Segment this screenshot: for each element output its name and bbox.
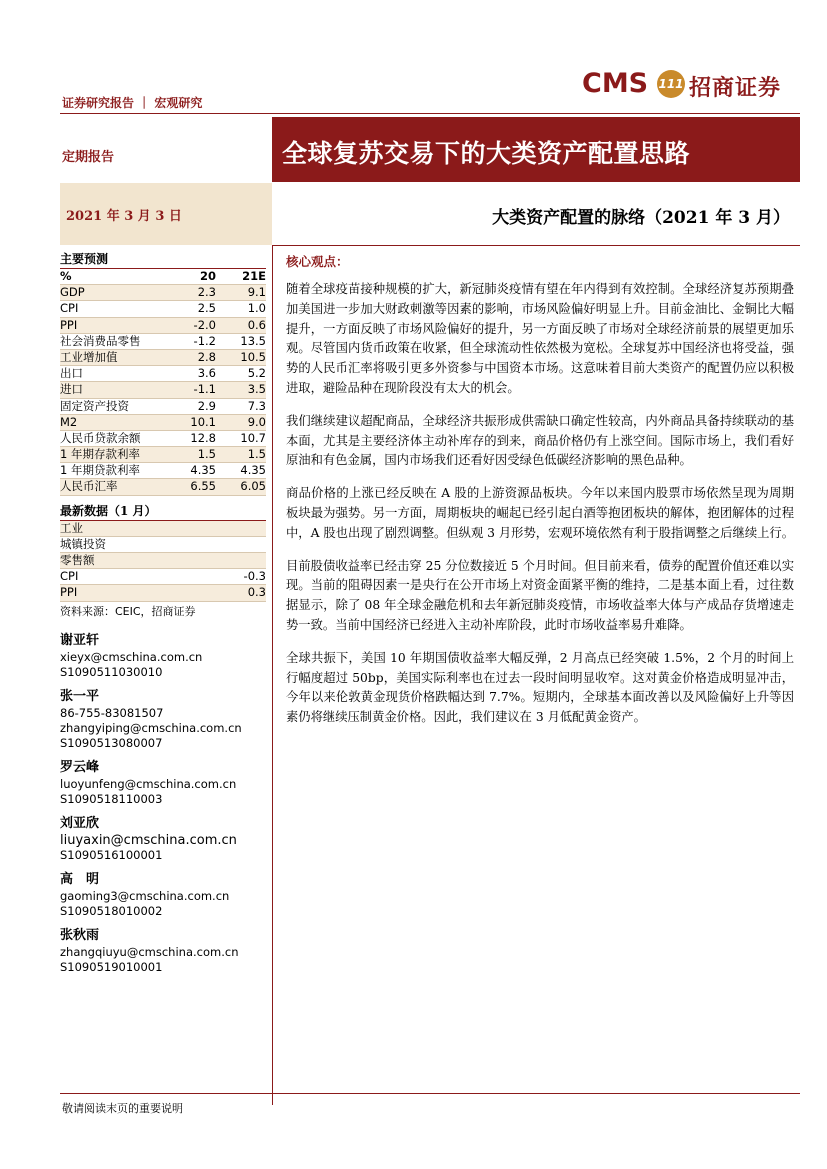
analyst-card — [60, 688, 266, 751]
logo-cn-text: 招商证券 — [689, 75, 782, 101]
latest-row — [60, 521, 266, 537]
forecast-label: 社会消费品零售 — [60, 333, 141, 348]
forecast-value: 12.8 — [190, 430, 216, 445]
forecast-header-row — [60, 269, 266, 285]
analyst-card — [60, 927, 266, 975]
analyst-email[interactable]: zhangyiping@cmschina.com.cn — [60, 720, 242, 735]
forecast-col-21e: 21E — [242, 269, 266, 283]
date-panel — [60, 183, 272, 245]
forecast-col-label: % — [60, 269, 72, 283]
forecast-row — [60, 382, 266, 398]
footer-divider — [60, 1093, 800, 1094]
forecast-value: 10.7 — [240, 430, 266, 445]
report-subtitle: 大类资产配置的脉络（2021 年 3 月） — [492, 208, 790, 228]
forecast-value: 4.35 — [190, 463, 216, 478]
forecast-value: 10.5 — [240, 349, 266, 364]
forecast-row — [60, 415, 266, 431]
forecast-row — [60, 479, 266, 495]
forecast-value: 2.3 — [197, 285, 216, 300]
forecast-row — [60, 334, 266, 350]
main-content — [286, 252, 794, 741]
forecast-row — [60, 350, 266, 366]
logo-cms-text: CMS — [582, 68, 649, 99]
forecast-label: 进口 — [60, 382, 83, 397]
body-paragraph: 商品价格的上涨已经反映在 A 股的上游资源品板块。今年以来国内股票市场依然呈现为周期板块最为强势。另一方面，周期板块的崛起已经引起白酒等抱团板块的解体，抱团解体的过程中，A 股也出现了剧烈调整。但纵观 3 月形势，宏观环境依然有利于股指调整之后继续上行。 — [286, 486, 795, 540]
forecast-value: 6.05 — [240, 479, 266, 494]
forecast-row — [60, 399, 266, 415]
analyst-name: 刘亚欣 — [60, 815, 100, 831]
latest-row — [60, 585, 266, 601]
forecast-row — [60, 301, 266, 317]
forecast-col-20: 20 — [199, 269, 216, 283]
latest-label: 城镇投资 — [60, 536, 106, 551]
analyst-name: 谢亚轩 — [60, 632, 100, 648]
forecast-value: 1.5 — [197, 447, 216, 462]
forecast-value: 13.5 — [240, 333, 266, 348]
company-logo — [582, 68, 792, 102]
latest-table — [60, 521, 266, 602]
header-divider — [60, 113, 800, 114]
forecast-value: 3.5 — [247, 382, 266, 397]
analyst-email[interactable]: luoyunfeng@cmschina.com.cn — [60, 776, 237, 791]
latest-value — [216, 537, 266, 552]
latest-value: 0.3 — [247, 585, 266, 600]
logo-badge-icon: 111 — [657, 70, 685, 98]
analyst-card — [60, 815, 266, 863]
latest-value — [216, 553, 266, 568]
analyst-license: S1090518110003 — [60, 791, 163, 806]
latest-value: -0.3 — [243, 569, 266, 584]
forecast-label: 人民币贷款余额 — [60, 430, 141, 445]
analyst-license: S1090511030010 — [60, 664, 163, 679]
forecast-value: 0.6 — [247, 317, 266, 332]
report-type: 定期报告 — [62, 150, 115, 165]
forecast-row — [60, 463, 266, 479]
latest-title: 最新数据（1 月） — [60, 502, 266, 521]
forecast-label: 1 年期贷款利率 — [60, 463, 140, 478]
latest-value — [216, 521, 266, 536]
forecast-row — [60, 431, 266, 447]
latest-label: 零售额 — [60, 553, 95, 567]
sidebar — [60, 250, 266, 983]
core-view-body — [286, 280, 794, 728]
analyst-card — [60, 871, 266, 919]
analyst-card — [60, 759, 266, 807]
forecast-value: 1.0 — [247, 301, 266, 316]
analyst-name: 罗云峰 — [60, 759, 100, 775]
footer-note: 敬请阅读末页的重要说明 — [62, 1102, 183, 1115]
analyst-email[interactable]: zhangqiuyu@cmschina.com.cn — [60, 944, 239, 959]
forecast-value: 7.3 — [247, 398, 266, 413]
forecast-value: -2.0 — [193, 317, 216, 332]
forecast-label: CPI — [60, 301, 79, 316]
latest-row — [60, 537, 266, 553]
forecast-label: 工业增加值 — [60, 349, 118, 364]
report-title: 全球复苏交易下的大类资产配置思路 — [282, 139, 691, 168]
forecast-label: 人民币汇率 — [60, 479, 118, 494]
forecast-value: 2.8 — [197, 349, 216, 364]
forecast-value: 1.5 — [247, 447, 266, 462]
forecast-label: 出口 — [60, 366, 83, 381]
latest-label: CPI — [60, 569, 79, 584]
subtitle-divider — [272, 245, 800, 246]
forecast-label: 固定资产投资 — [60, 398, 129, 413]
forecast-row — [60, 366, 266, 382]
analyst-name: 张秋雨 — [60, 927, 100, 943]
forecast-title: 主要预测 — [60, 250, 266, 269]
forecast-value: 10.1 — [190, 414, 216, 429]
analyst-license: S1090516100001 — [60, 847, 163, 862]
body-paragraph: 随着全球疫苗接种规模的扩大，新冠肺炎疫情有望在年内得到有效控制。全球经济复苏预期叠加美国进一步加大财政刺激等因素的影响，市场风险偏好明显上升。目前金油比、金铜比大幅提升，一方面反映了市场风险偏好的提升，另一方面反映了市场对全球经济前景的展望更加乐观。尽管国内货币政策在收紧，但全球流动性依然极为宽松。全球复苏中国经济也将受益，强势的人民币汇率将吸引更多外资参与中国资本市场。这意味着目前大类资产的配置仍应以积极进取，避险品种在现阶段没有太大的机会。 — [286, 282, 794, 395]
data-source: 资料来源：CEIC，招商证券 — [60, 604, 196, 618]
breadcrumb: 证券研究报告 ｜ 宏观研究 — [62, 96, 203, 110]
body-paragraph: 目前股债收益率已经击穿 25 分位数接近 5 个月时间。但目前来看，债券的配置价值还难以实现。当前的阻碍因素一是央行在公开市场上对资金面紧平衡的维持，二是基本面上看，过往数据显示，除了 08 年全球金融危机和去年新冠肺炎疫情，市场收益率大体与产成品存货增速走势一致。当前中国经济已经进入主动补库阶段，此时市场收益率易升难降。 — [286, 558, 794, 632]
forecast-label: PPI — [60, 317, 78, 332]
body-paragraph: 我们继续建议超配商品，全球经济共振形成供需缺口确定性较高，内外商品具备持续联动的基本面，尤其是主要经济体主动补库存的到来，商品价格仍有上涨空间。国际市场上，我们看好原油和有色金属，国内市场我们还看好因受绿色低碳经济影响的黑色品种。 — [286, 413, 794, 468]
latest-label: PPI — [60, 585, 78, 600]
core-view-label: 核心观点： — [286, 254, 349, 269]
analyst-license: S1090518010002 — [60, 903, 163, 918]
forecast-label: M2 — [60, 414, 78, 429]
column-divider — [272, 245, 273, 1105]
latest-row — [60, 553, 266, 569]
analyst-phone: 86-755-83081507 — [60, 705, 164, 720]
title-bar — [272, 117, 800, 182]
forecast-value: 3.6 — [197, 366, 216, 381]
forecast-label: 1 年期存款利率 — [60, 447, 140, 462]
body-paragraph: 全球共振下，美国 10 年期国债收益率大幅反弹，2 月高点已经突破 1.5%，2 个月的时间上行幅度超过 50bp，美国实际利率也在过去一段时间明显收窄。这对黄金价格造成明显冲击，今年以来伦敦黄金现货价格跌幅达到 7.7%。短期内，全球基本面改善以及风险偏好上升等因素仍将继续压制黄金价格。因此，我们建议在 3 月低配黄金资产。 — [286, 650, 794, 725]
analyst-name: 张一平 — [60, 688, 100, 704]
forecast-row — [60, 447, 266, 463]
forecast-value: 2.5 — [197, 301, 216, 316]
forecast-value: 9.0 — [247, 414, 266, 429]
forecast-row — [60, 285, 266, 301]
analyst-license: S1090519010001 — [60, 959, 163, 974]
latest-row — [60, 569, 266, 585]
forecast-value: 4.35 — [240, 463, 266, 478]
latest-label: 工业 — [60, 520, 83, 535]
analyst-email[interactable]: liuyaxin@cmschina.com.cn — [60, 832, 237, 848]
analyst-email[interactable]: gaoming3@cmschina.com.cn — [60, 888, 230, 903]
analyst-name: 高 明 — [60, 871, 100, 887]
forecast-value: -1.2 — [193, 333, 216, 348]
report-date: 2021 年 3 月 3 日 — [66, 209, 182, 224]
forecast-label: GDP — [60, 285, 85, 300]
forecast-value: -1.1 — [193, 382, 216, 397]
forecast-table — [60, 269, 266, 496]
forecast-value: 6.55 — [190, 479, 216, 494]
forecast-row — [60, 318, 266, 334]
analyst-email[interactable]: xieyx@cmschina.com.cn — [60, 649, 203, 664]
analyst-license: S1090513080007 — [60, 735, 163, 750]
analyst-list — [60, 632, 266, 975]
forecast-value: 9.1 — [247, 285, 266, 300]
forecast-value: 5.2 — [247, 366, 266, 381]
forecast-value: 2.9 — [197, 398, 216, 413]
analyst-card — [60, 632, 266, 680]
